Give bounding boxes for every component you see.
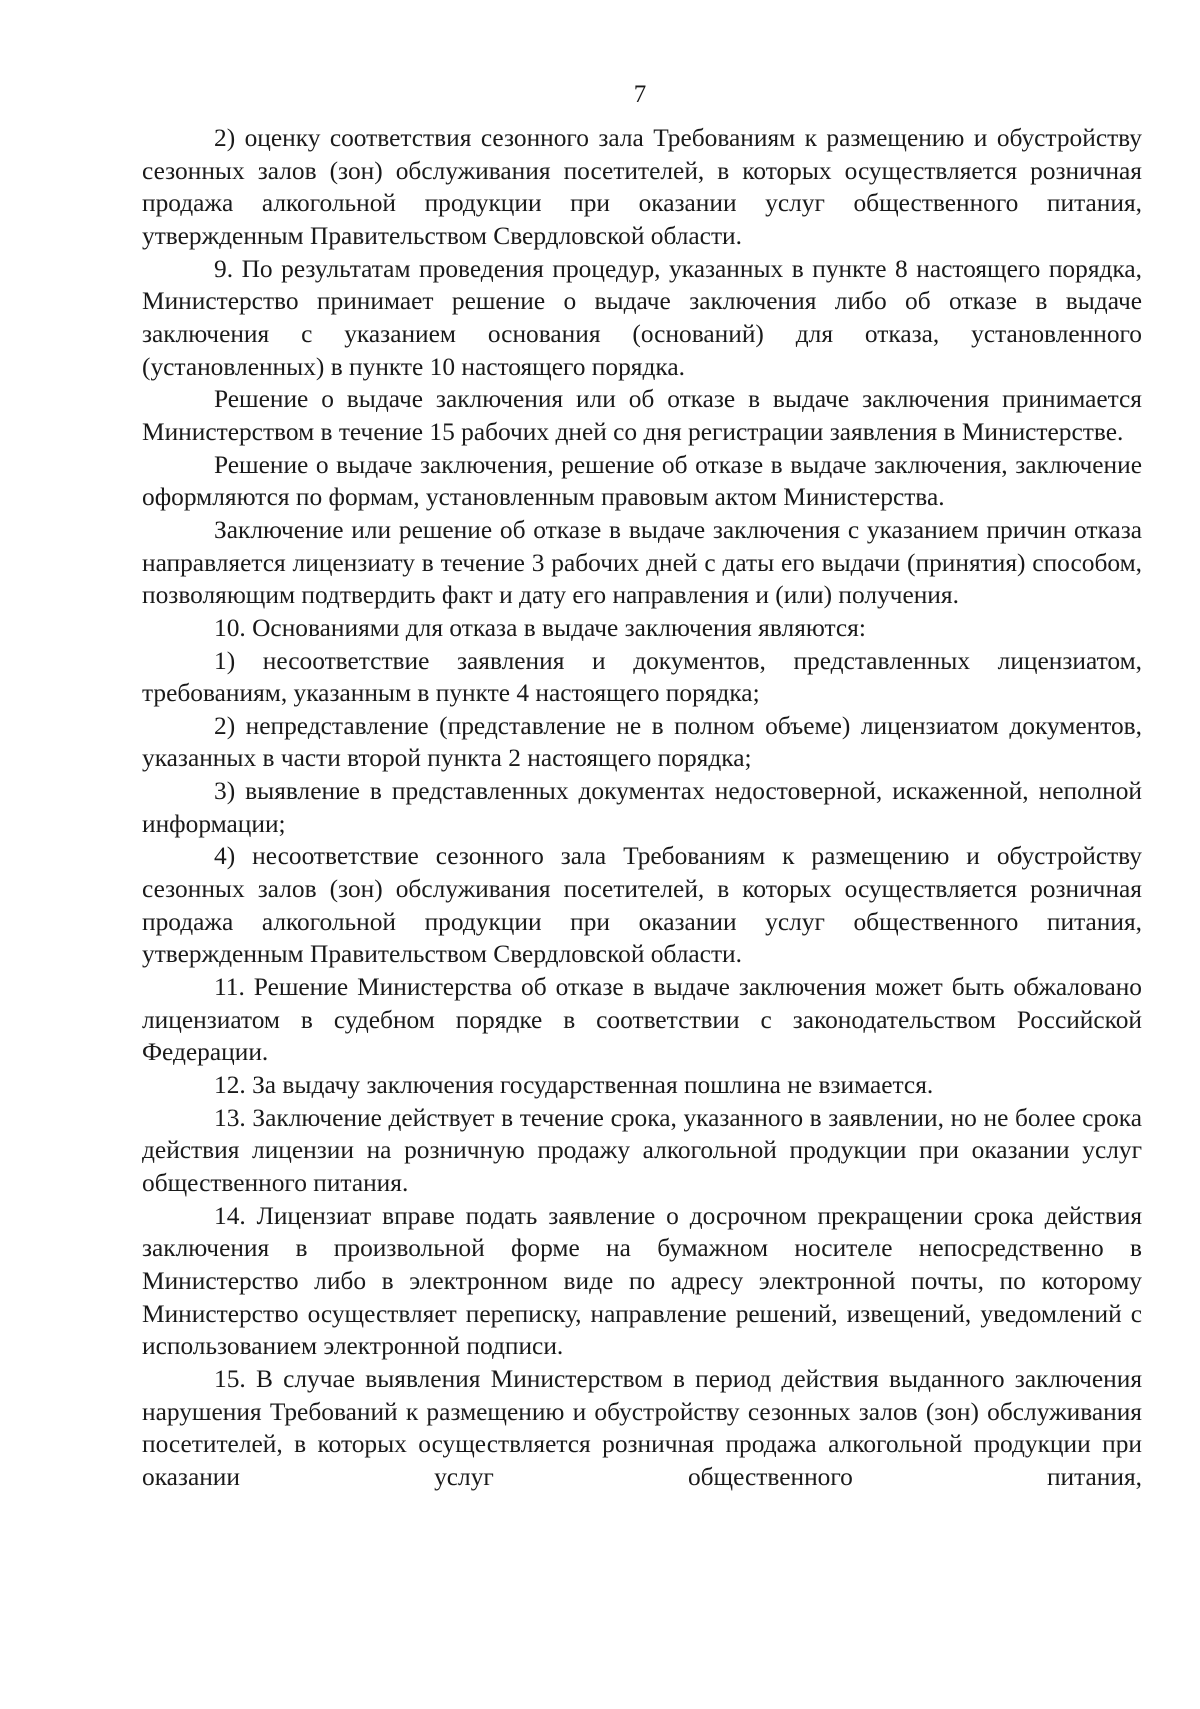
paragraph-ground-1: 1) несоответствие заявления и документов, представленных лицензиатом, требованиям, указанным в пункте 4 настоящего порядка; (142, 646, 1142, 708)
paragraph-decision-term: Решение о выдаче заключения или об отказе в выдаче заключения принимается Министерством в течение 15 рабочих дней со дня регистрации заявления в Министерстве. (142, 385, 1142, 446)
paragraph-13-validity: 13. Заключение действует в течение срока, указанного в заявлении, но не более срока действия лицензии на розничную продажу алкогольной продукции при оказании услуг общественного питания. (142, 1103, 1142, 1197)
page-number: 7 (633, 81, 647, 108)
paragraph-9-decision: 9. По результатам проведения процедур, указанных в пункте 8 настоящего порядка, Министерство принимает решение о выдаче заключения либо об отказе в выдаче заключения с указанием основания (оснований) для отказа, установленного (установленных) в пункте 10 настоящего порядка. (142, 254, 1142, 381)
document-body (142, 122, 1142, 1494)
paragraph-11-appeal: 11. Решение Министерства об отказе в выдаче заключения может быть обжаловано лицензиатом в судебном порядке в соответствии с законодательством Российской Федерации. (142, 973, 1142, 1067)
paragraph-ground-3: 3) выявление в представленных документах недостоверной, искаженной, неполной информации; (142, 777, 1142, 838)
paragraph-decision-forms: Решение о выдаче заключения, решение об отказе в выдаче заключения, заключение оформляются по формам, установленным правовым актом Министерства. (142, 450, 1142, 512)
paragraph-15-violation: 15. В случае выявления Министерством в период действия выданного заключения нарушения Требований к размещению и обустройству сезонных залов (зон) обслуживания посетителей, в которых осуществляется розничная продажа алкогольной продукции при оказании услуг общественного питания, (142, 1364, 1142, 1491)
paragraph-ground-4: 4) несоответствие сезонного зала Требованиям к размещению и обустройству сезонных залов (зон) обслуживания посетителей, в которых осуществляется розничная продажа алкогольной продукции при оказании услуг общественного питания, утвержденным Правительством Свердловской области. (142, 842, 1142, 969)
paragraph-2-assessment: 2) оценку соответствия сезонного зала Требованиям к размещению и обустройству сезонных залов (зон) обслуживания посетителей, в которых осуществляется розничная продажа алкогольной продукции при оказании услуг общественного питания, утвержденным Правительством Свердловской области. (142, 124, 1142, 250)
paragraph-ground-2: 2) непредставление (представление не в полном объеме) лицензиатом документов, указанных в части второй пункта 2 настоящего порядка; (142, 711, 1142, 773)
paragraph-12-fee: 12. За выдачу заключения государственная пошлина не взимается. (214, 1071, 934, 1100)
paragraph-10-refusal-grounds: 10. Основаниями для отказа в выдаче заключения являются: (214, 613, 866, 642)
paragraph-conclusion-delivery: Заключение или решение об отказе в выдаче заключения с указанием причин отказа направляется лицензиату в течение 3 рабочих дней с даты его выдачи (принятия) способом, позволяющим подтвердить факт и дату его направления и (или) получения. (142, 515, 1142, 610)
paragraph-14-early-termination: 14. Лицензиат вправе подать заявление о досрочном прекращении срока действия заключения в произвольной форме на бумажном носителе непосредственно в Министерство либо в электронном виде по адресу электронной почты, по которому Министерство осуществляет переписку, направление решений, извещений, уведомлений с использованием электронной подписи. (142, 1201, 1142, 1361)
